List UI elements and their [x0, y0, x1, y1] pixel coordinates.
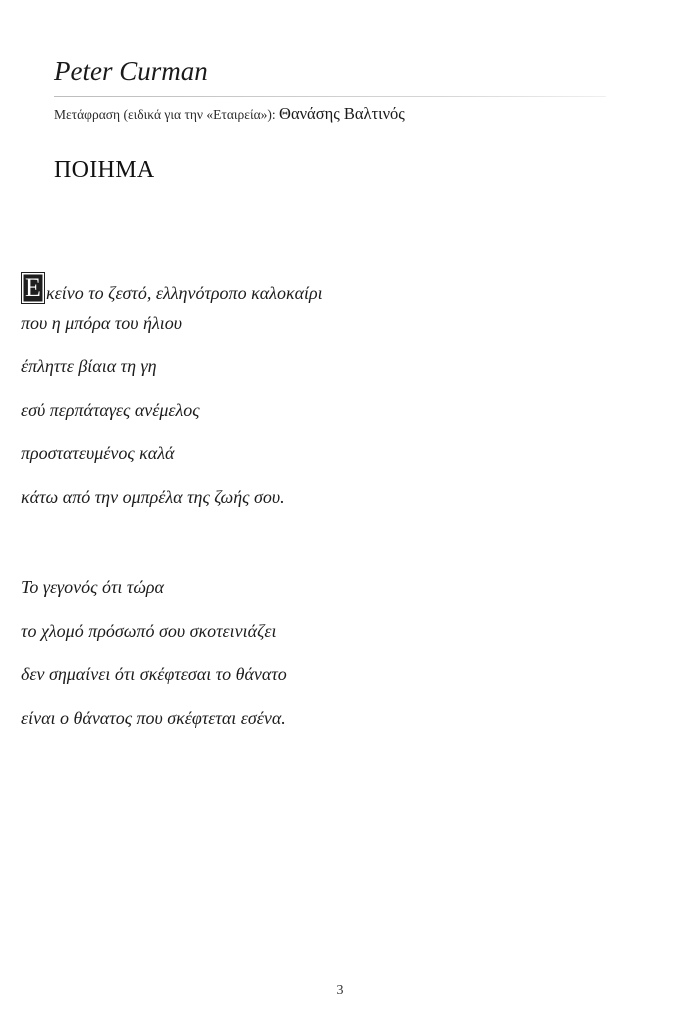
poem-line-2: που η μπόρα του ήλιου — [21, 312, 183, 333]
stanza-1 — [21, 264, 323, 525]
drop-cap: Ε — [21, 272, 45, 304]
poem-line-4: εσύ περπάταγες ανέμελος — [21, 399, 200, 420]
poem-line-8: το χλομό πρόσωπό σου σκοτεινιάζει — [21, 620, 277, 641]
author-name: Peter Curman — [54, 56, 208, 86]
translation-credit — [54, 104, 405, 124]
stanza-2 — [21, 572, 287, 746]
translation-label: Μετάφραση (ειδικά για την «Εταιρεία»): — [54, 107, 280, 122]
header-rule — [54, 96, 606, 97]
page-number: 3 — [336, 983, 344, 998]
poem-line-5: προστατευμένος καλά — [21, 443, 175, 463]
poem-line-7: Το γεγονός ότι τώρα — [21, 577, 164, 597]
poem-line-6: κάτω από την ομπρέλα της ζωής σου. — [21, 486, 285, 507]
poem-line-3: έπληττε βίαια τη γη — [21, 356, 157, 376]
poem-line-9: δεν σημαίνει ότι σκέφτεσαι το θάνατο — [21, 664, 287, 684]
first-line-text: κείνο το ζεστό, ελληνότροπο καλοκαίρι — [46, 282, 323, 303]
translator-name: Θανάσης Βαλτινός — [279, 104, 405, 123]
poem-line-10: είναι ο θάνατος που σκέφτεται εσένα. — [21, 707, 286, 728]
poem-line-1 — [21, 264, 323, 308]
poem-title: ΠΟΙΗΜΑ — [54, 157, 155, 183]
